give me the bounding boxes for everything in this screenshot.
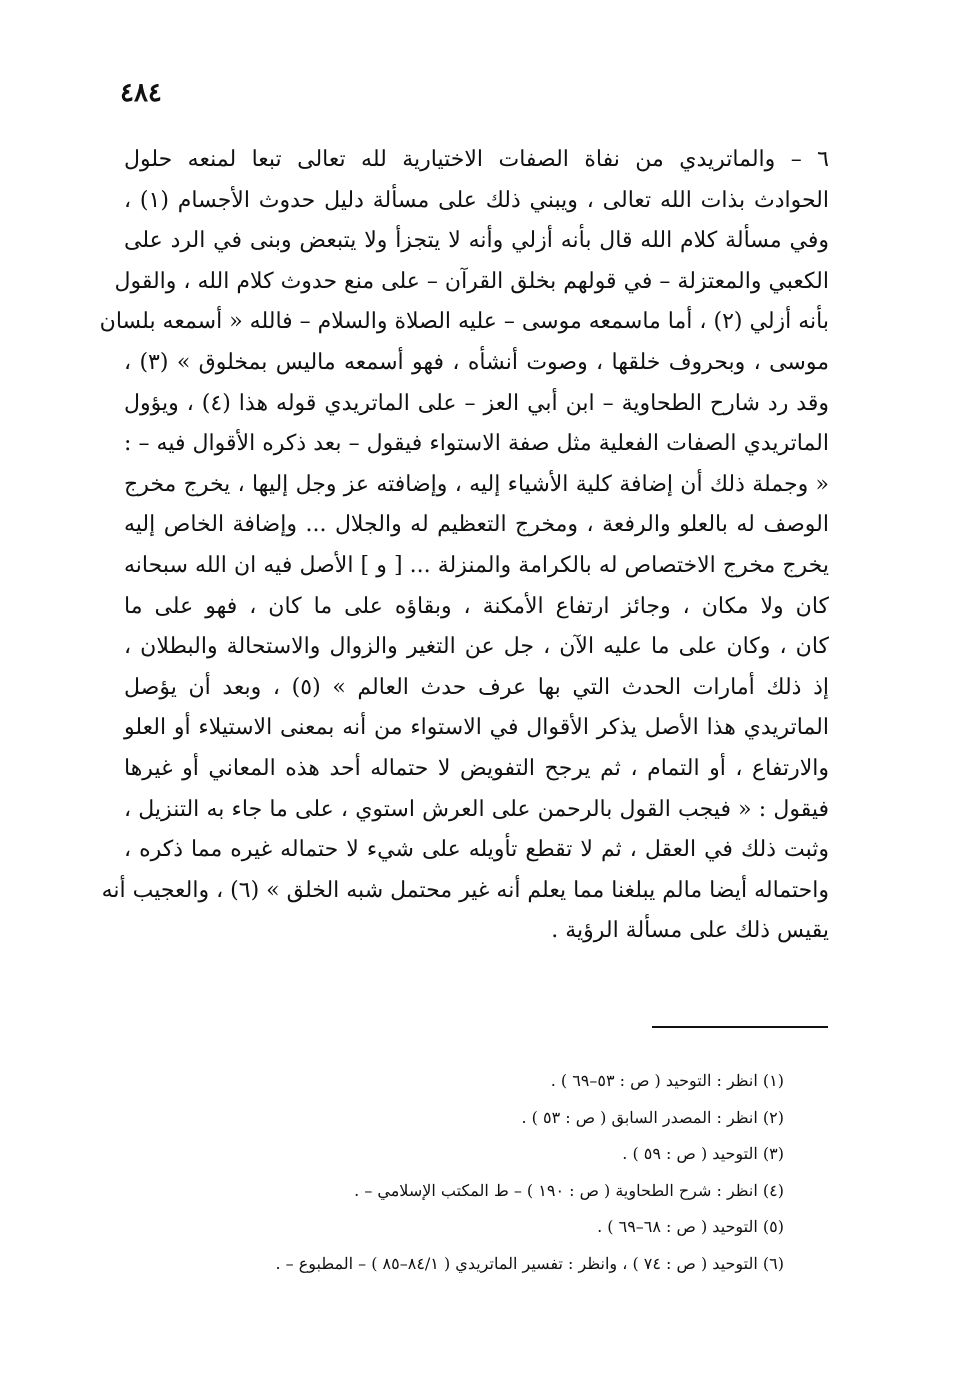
body-line: فيقول : « فيجب القول بالرحمن على العرش استوي ، على ما جاء به التنزيل ، [124,796,829,822]
body-line: وقد رد شارح الطحاوية – ابن أبي العز – على الماتريدي قوله هذا (٤) ، ويؤول [124,390,829,416]
body-line: يقيس ذلك على مسألة الرؤية . [551,918,829,944]
body-line: واحتماله أيضا مالم يبلغنا مما يعلم أنه غير محتمل شبه الخلق » (٦) ، والعجيب أنه [101,877,829,903]
footnote-6: (٦) التوحيد ( ص : ٧٤ ) ، وانظر : تفسير الماتريدي ( ٨٤/١–٨٥ ) – المطبوع – . [275,1253,784,1273]
body-line: وفي مسألة كلام الله قال بأنه أزلي وأنه لا يتجزأ ولا يتبعض وبنى في الرد على [124,228,829,254]
footnote-3: (٣) التوحيد ( ص : ٥٩ ) . [622,1144,784,1164]
body-line: يخرج مخرج الاختصاص له بالكرامة والمنزلة ... [ و ] الأصل فيه ان الله سبحانه [124,552,829,578]
footnotes [124,1063,784,1283]
body-line: والارتفاع ، أو التمام ، ثم يرجح التفويض لا حتماله أحد هذه المعاني أو غيرها [124,755,829,781]
body-line: كان ولا مكان ، وجائز ارتفاع الأمكنة ، وبقاؤه على ما كان ، فهو على ما [124,593,829,619]
body-line: الحوادث بذات الله تعالى ، ويبني ذلك على مسألة دليل حدوث الأجسام (١) ، [124,187,829,213]
page-number: ٤٨٤ [120,78,162,108]
body-line: الوصف له بالعلو والرفعة ، ومخرج التعظيم له والجلال ... وإضافة الخاص إليه [124,512,829,538]
body-line: الماتريدي هذا الأصل يذكر الأقوال في الاستواء من أنه بمعنى الاستيلاء أو العلو [124,715,829,741]
body-line: موسى ، وبحروف خلقها ، وصوت أنشأه ، فهو أسمعه ماليس بمخلوق » (٣) ، [124,349,829,375]
body-line: بأنه أزلي (٢) ، أما ماسمعه موسى – عليه الصلاة والسلام – فالله « أسمعه بلسان [99,309,829,335]
footnote-4: (٤) انظر : شرح الطحاوية ( ص : ١٩٠ ) – ط المكتب الإسلامي – . [354,1180,784,1200]
body-line: « وجملة ذلك أن إضافة كلية الأشياء إليه ، وإضافته عز وجل إليها ، يخرج مخرج [124,471,829,497]
footnote-separator [652,1026,828,1028]
body-text [99,140,829,952]
body-line: كان ، وكان على ما عليه الآن ، جل عن التغير والزوال والاستحالة والبطلان ، [124,634,829,660]
body-line: الماتريدي الصفات الفعلية مثل صفة الاستواء فيقول – بعد ذكره الأقوال فيه – : [124,431,829,457]
body-line: الكعبي والمعتزلة – في قولهم بخلق القرآن – على منع حدوث كلام الله ، والقول [114,268,829,294]
footnote-5: (٥) التوحيد ( ص : ٦٨–٦٩ ) . [597,1217,784,1237]
body-line: وثبت ذلك في العقل ، ثم لا تقطع تأويله على شيء لا حتماله غيره مما ذكره ، [124,837,829,863]
footnote-2: (٢) انظر : المصدر السابق ( ص : ٥٣ ) . [521,1107,784,1127]
body-line: إذ ذلك أمارات الحدث التي بها عرف حدث العالم » (٥) ، وبعد أن يؤصل [124,674,829,700]
body-line: ٦ – والماتريدي من نفاة الصفات الاختيارية لله تعالى تبعا لمنعه حلول [124,147,829,172]
footnote-1: (١) انظر : التوحيد ( ص : ٥٣–٦٩ ) . [550,1071,784,1090]
